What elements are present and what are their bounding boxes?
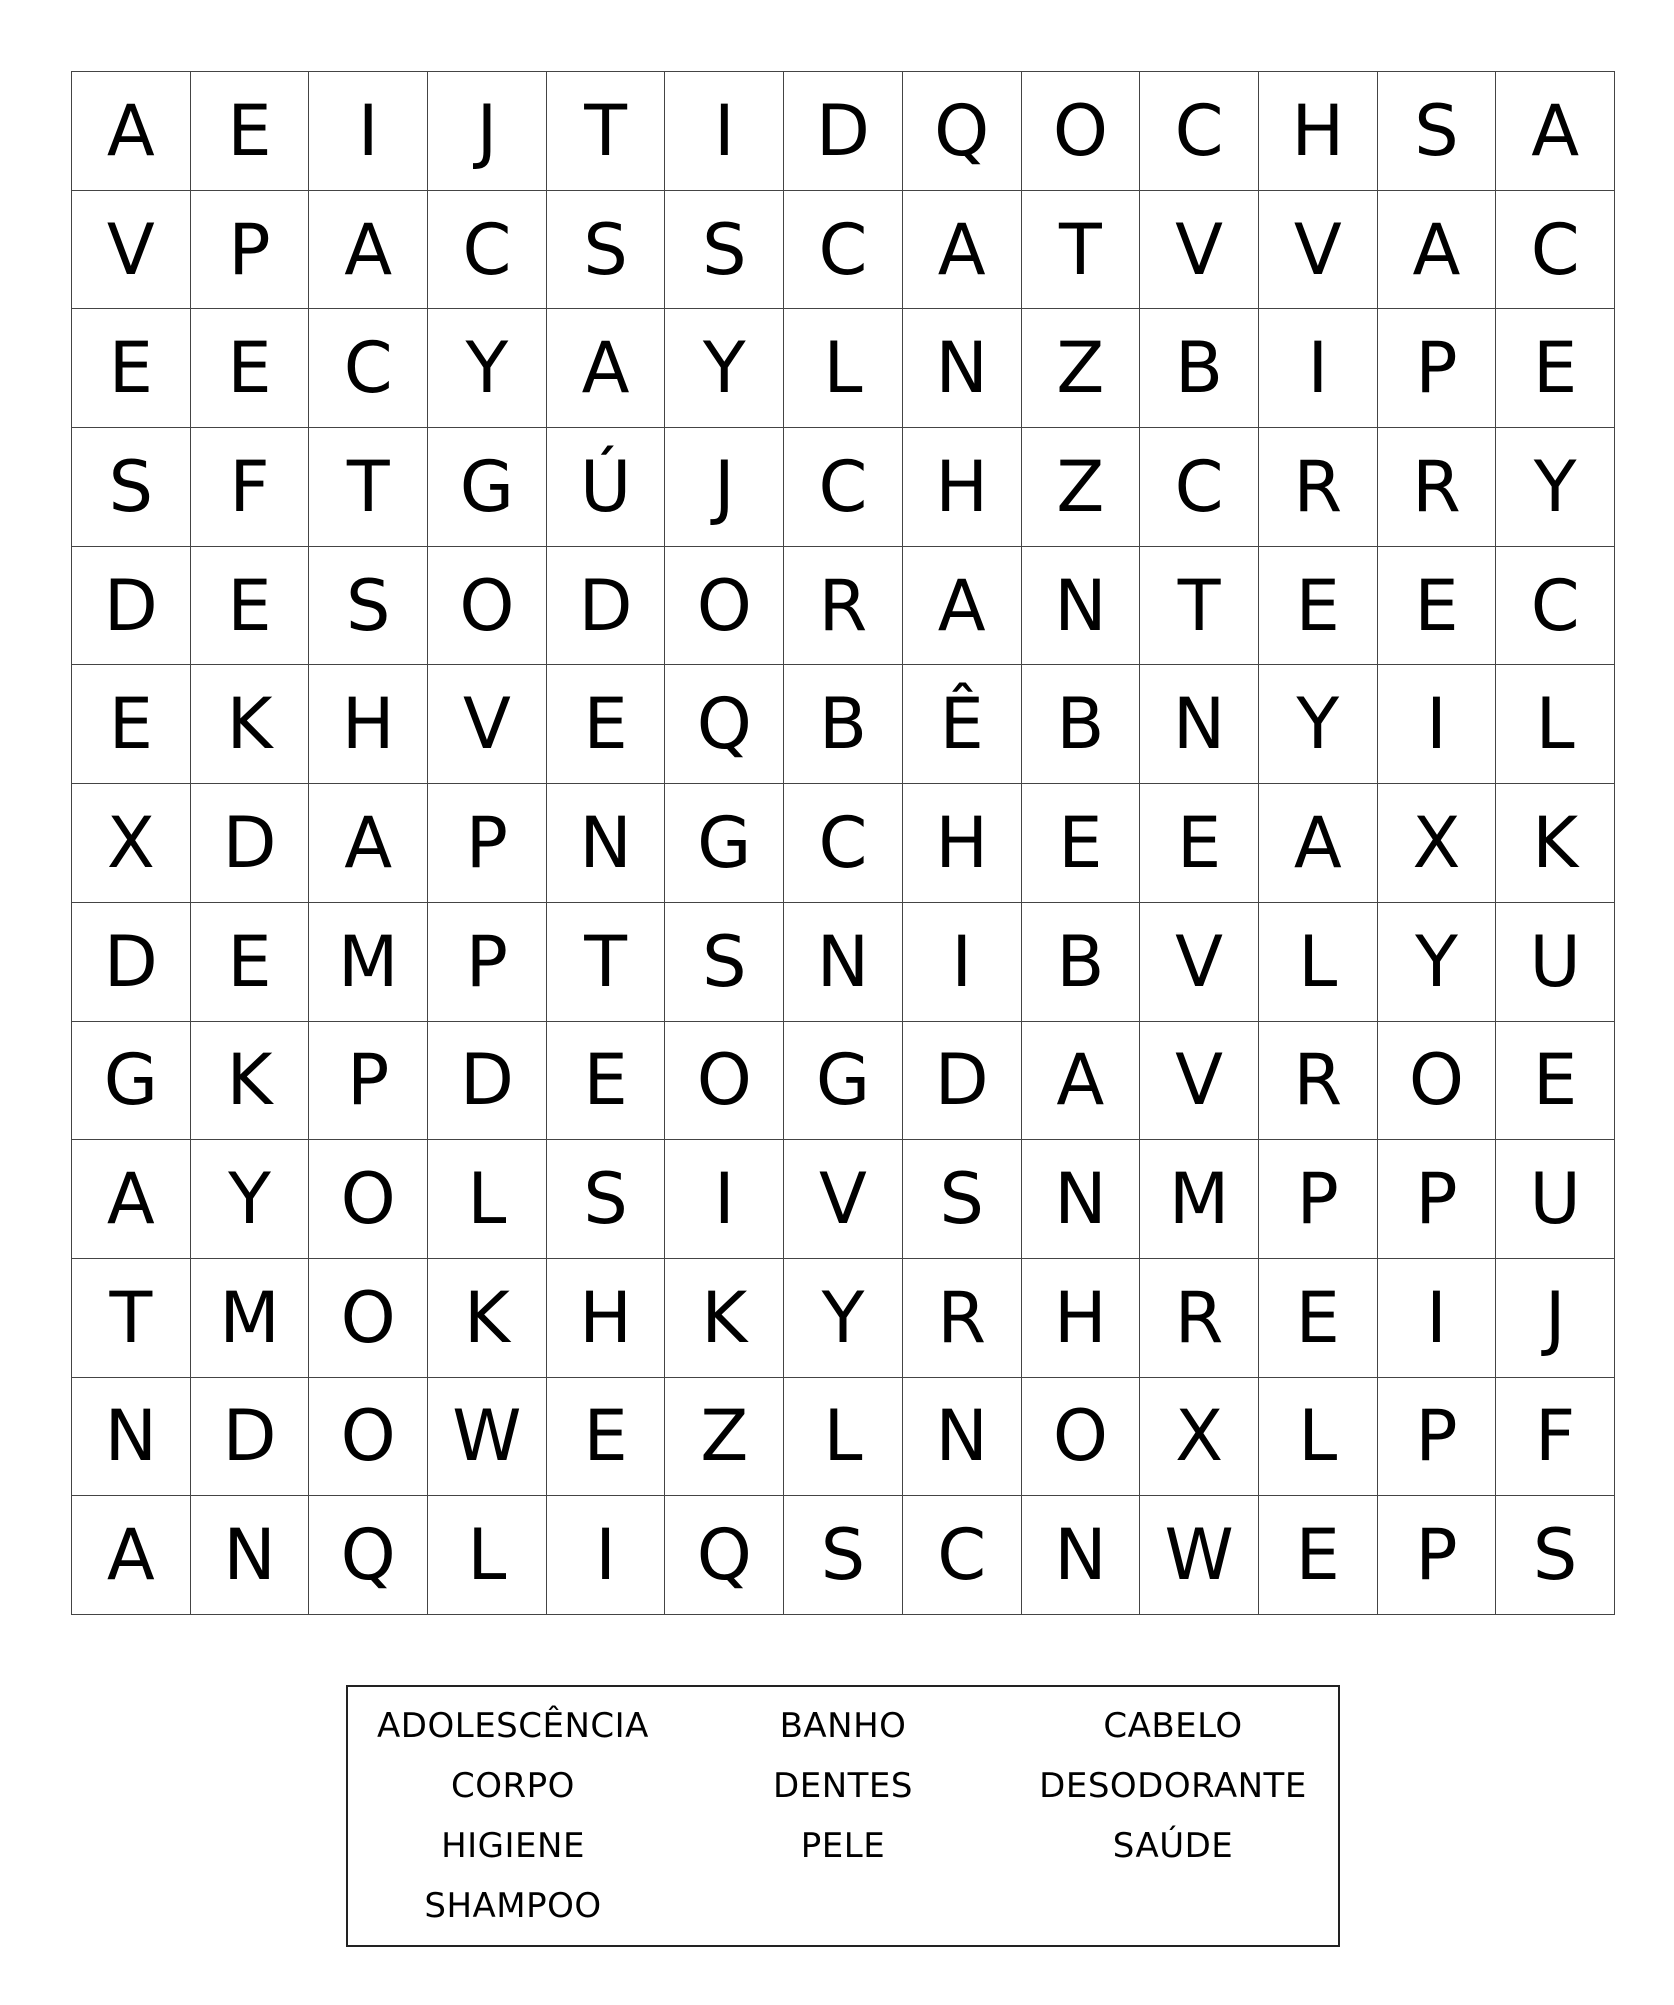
word-list-item: CABELO: [1103, 1706, 1243, 1746]
grid-cell[interactable]: D: [784, 72, 903, 191]
grid-cell[interactable]: E: [72, 665, 191, 784]
grid-cell[interactable]: E: [191, 547, 310, 666]
grid-cell[interactable]: C: [784, 191, 903, 310]
grid-cell[interactable]: V: [784, 1140, 903, 1259]
grid-cell[interactable]: R: [1259, 428, 1378, 547]
grid-cell[interactable]: E: [191, 309, 310, 428]
grid-cell[interactable]: Q: [665, 665, 784, 784]
grid-cell[interactable]: A: [1496, 72, 1615, 191]
grid-cell[interactable]: A: [309, 191, 428, 310]
grid-cell[interactable]: P: [1259, 1140, 1378, 1259]
grid-cell[interactable]: C: [903, 1496, 1022, 1615]
grid-cell[interactable]: I: [665, 1140, 784, 1259]
grid-cell[interactable]: R: [903, 1259, 1022, 1378]
grid-cell[interactable]: V: [72, 191, 191, 310]
grid-cell[interactable]: A: [72, 1496, 191, 1615]
grid-cell[interactable]: X: [72, 784, 191, 903]
grid-cell[interactable]: Q: [665, 1496, 784, 1615]
grid-cell[interactable]: I: [309, 72, 428, 191]
grid-cell[interactable]: N: [903, 1378, 1022, 1497]
grid-cell[interactable]: E: [1022, 784, 1141, 903]
grid-cell[interactable]: A: [72, 1140, 191, 1259]
grid-cell[interactable]: K: [665, 1259, 784, 1378]
grid-cell[interactable]: D: [72, 903, 191, 1022]
grid-cell[interactable]: T: [547, 72, 666, 191]
grid-cell[interactable]: E: [1259, 547, 1378, 666]
grid-cell[interactable]: Y: [1496, 428, 1615, 547]
grid-cell[interactable]: N: [903, 309, 1022, 428]
grid-cell[interactable]: R: [784, 547, 903, 666]
grid-cell[interactable]: H: [1259, 72, 1378, 191]
grid-cell[interactable]: I: [547, 1496, 666, 1615]
grid-cell[interactable]: P: [1378, 1378, 1497, 1497]
grid-cell[interactable]: C: [784, 428, 903, 547]
grid-cell[interactable]: N: [1022, 1140, 1141, 1259]
grid-cell[interactable]: L: [1259, 903, 1378, 1022]
grid-cell[interactable]: N: [784, 903, 903, 1022]
grid-cell[interactable]: P: [1378, 1140, 1497, 1259]
grid-cell[interactable]: J: [665, 428, 784, 547]
grid-cell[interactable]: H: [903, 784, 1022, 903]
grid-cell[interactable]: E: [547, 665, 666, 784]
grid-cell[interactable]: D: [191, 784, 310, 903]
grid-cell[interactable]: Z: [1022, 309, 1141, 428]
grid-cell[interactable]: G: [665, 784, 784, 903]
grid-cell[interactable]: A: [903, 547, 1022, 666]
grid-cell[interactable]: K: [191, 1022, 310, 1141]
grid-cell[interactable]: W: [428, 1378, 547, 1497]
grid-cell[interactable]: L: [784, 1378, 903, 1497]
grid-cell[interactable]: A: [1378, 191, 1497, 310]
grid-cell[interactable]: A: [72, 72, 191, 191]
grid-cell[interactable]: S: [903, 1140, 1022, 1259]
grid-cell[interactable]: R: [1259, 1022, 1378, 1141]
grid-cell[interactable]: E: [191, 72, 310, 191]
grid-cell[interactable]: O: [1378, 1022, 1497, 1141]
grid-cell[interactable]: D: [903, 1022, 1022, 1141]
grid-cell[interactable]: S: [547, 191, 666, 310]
grid-cell[interactable]: E: [1140, 784, 1259, 903]
grid-cell[interactable]: S: [665, 903, 784, 1022]
grid-cell[interactable]: O: [1022, 1378, 1141, 1497]
grid-cell[interactable]: Q: [903, 72, 1022, 191]
grid-cell[interactable]: S: [72, 428, 191, 547]
grid-cell[interactable]: B: [1140, 309, 1259, 428]
grid-cell[interactable]: S: [784, 1496, 903, 1615]
grid-cell[interactable]: D: [428, 1022, 547, 1141]
grid-cell[interactable]: O: [665, 1022, 784, 1141]
grid-cell[interactable]: Y: [428, 309, 547, 428]
grid-cell[interactable]: P: [1378, 1496, 1497, 1615]
grid-cell[interactable]: G: [784, 1022, 903, 1141]
word-list-item: DESODORANTE: [1039, 1766, 1307, 1806]
word-list-item: PELE: [800, 1826, 886, 1866]
word-list: [346, 1685, 1340, 1947]
grid-cell[interactable]: O: [428, 547, 547, 666]
grid-cell[interactable]: Ê: [903, 665, 1022, 784]
word-list-item: SAÚDE: [1112, 1826, 1234, 1866]
grid-cell[interactable]: I: [1378, 1259, 1497, 1378]
grid-cell[interactable]: V: [1140, 903, 1259, 1022]
grid-cell[interactable]: Y: [665, 309, 784, 428]
grid-cell[interactable]: C: [428, 191, 547, 310]
grid-cell[interactable]: H: [309, 665, 428, 784]
grid-cell[interactable]: B: [1022, 665, 1141, 784]
grid-cell[interactable]: Y: [1378, 903, 1497, 1022]
grid-cell[interactable]: Z: [665, 1378, 784, 1497]
grid-cell[interactable]: I: [1259, 309, 1378, 428]
grid-cell[interactable]: I: [903, 903, 1022, 1022]
letter-grid: [71, 71, 1615, 1615]
grid-cell[interactable]: N: [1140, 665, 1259, 784]
grid-cell[interactable]: T: [547, 903, 666, 1022]
grid-cell[interactable]: A: [547, 309, 666, 428]
grid-cell[interactable]: U: [1496, 1140, 1615, 1259]
word-list-item: DENTES: [773, 1766, 913, 1806]
grid-cell[interactable]: V: [1259, 191, 1378, 310]
grid-cell[interactable]: Ú: [547, 428, 666, 547]
grid-cell[interactable]: X: [1378, 784, 1497, 903]
grid-cell[interactable]: O: [309, 1259, 428, 1378]
grid-cell[interactable]: E: [1496, 1022, 1615, 1141]
grid-cell[interactable]: S: [547, 1140, 666, 1259]
grid-cell[interactable]: W: [1140, 1496, 1259, 1615]
grid-cell[interactable]: P: [1378, 309, 1497, 428]
grid-cell[interactable]: G: [72, 1022, 191, 1141]
grid-cell[interactable]: K: [191, 665, 310, 784]
grid-cell[interactable]: S: [1378, 72, 1497, 191]
grid-cell[interactable]: H: [903, 428, 1022, 547]
grid-cell[interactable]: J: [428, 72, 547, 191]
grid-cell[interactable]: P: [428, 903, 547, 1022]
grid-cell[interactable]: C: [784, 784, 903, 903]
grid-cell[interactable]: A: [1259, 784, 1378, 903]
grid-cell[interactable]: E: [191, 903, 310, 1022]
grid-cell[interactable]: E: [72, 309, 191, 428]
grid-cell[interactable]: S: [665, 191, 784, 310]
grid-cell[interactable]: T: [72, 1259, 191, 1378]
grid-cell[interactable]: Y: [1259, 665, 1378, 784]
grid-cell[interactable]: P: [309, 1022, 428, 1141]
grid-cell[interactable]: O: [1022, 72, 1141, 191]
grid-cell[interactable]: E: [1259, 1259, 1378, 1378]
word-list-item: HIGIENE: [441, 1826, 585, 1866]
grid-cell[interactable]: I: [665, 72, 784, 191]
grid-cell[interactable]: Y: [191, 1140, 310, 1259]
grid-cell[interactable]: C: [1140, 72, 1259, 191]
grid-cell[interactable]: E: [1259, 1496, 1378, 1615]
grid-cell[interactable]: S: [1496, 1496, 1615, 1615]
grid-cell[interactable]: N: [547, 784, 666, 903]
grid-cell[interactable]: M: [1140, 1140, 1259, 1259]
grid-cell[interactable]: R: [1378, 428, 1497, 547]
grid-cell[interactable]: T: [1022, 191, 1141, 310]
grid-cell[interactable]: V: [1140, 191, 1259, 310]
grid-cell[interactable]: E: [1378, 547, 1497, 666]
grid-cell[interactable]: L: [1496, 665, 1615, 784]
grid-cell[interactable]: C: [1140, 428, 1259, 547]
grid-cell[interactable]: Q: [309, 1496, 428, 1615]
grid-cell[interactable]: H: [1022, 1259, 1141, 1378]
grid-cell[interactable]: D: [191, 1378, 310, 1497]
grid-cell[interactable]: M: [191, 1259, 310, 1378]
grid-cell[interactable]: C: [1496, 547, 1615, 666]
grid-cell[interactable]: V: [428, 665, 547, 784]
grid-cell[interactable]: H: [547, 1259, 666, 1378]
word-list-item: SHAMPOO: [424, 1886, 602, 1926]
grid-cell[interactable]: S: [309, 547, 428, 666]
grid-cell[interactable]: C: [1496, 191, 1615, 310]
grid-cell[interactable]: D: [547, 547, 666, 666]
grid-cell[interactable]: R: [1140, 1259, 1259, 1378]
grid-cell[interactable]: E: [1496, 309, 1615, 428]
grid-cell[interactable]: B: [1022, 903, 1141, 1022]
grid-cell[interactable]: O: [309, 1378, 428, 1497]
grid-cell[interactable]: B: [784, 665, 903, 784]
grid-cell[interactable]: E: [547, 1378, 666, 1497]
grid-cell[interactable]: A: [309, 784, 428, 903]
grid-cell[interactable]: L: [428, 1140, 547, 1259]
grid-cell[interactable]: K: [1496, 784, 1615, 903]
word-list-item: ADOLESCÊNCIA: [377, 1706, 649, 1746]
grid-cell[interactable]: N: [1022, 547, 1141, 666]
grid-cell[interactable]: T: [309, 428, 428, 547]
grid-cell[interactable]: Y: [784, 1259, 903, 1378]
grid-cell[interactable]: E: [547, 1022, 666, 1141]
grid-cell[interactable]: V: [1140, 1022, 1259, 1141]
grid-cell[interactable]: F: [1496, 1378, 1615, 1497]
grid-cell[interactable]: N: [1022, 1496, 1141, 1615]
word-list-item: BANHO: [779, 1706, 907, 1746]
grid-cell[interactable]: L: [1259, 1378, 1378, 1497]
grid-cell[interactable]: U: [1496, 903, 1615, 1022]
grid-cell[interactable]: G: [428, 428, 547, 547]
grid-cell[interactable]: L: [784, 309, 903, 428]
grid-cell[interactable]: J: [1496, 1259, 1615, 1378]
word-list-item: CORPO: [451, 1766, 575, 1806]
grid-cell[interactable]: D: [72, 547, 191, 666]
grid-cell[interactable]: A: [903, 191, 1022, 310]
grid-cell[interactable]: C: [309, 309, 428, 428]
grid-cell[interactable]: K: [428, 1259, 547, 1378]
grid-cell[interactable]: T: [1140, 547, 1259, 666]
grid-cell[interactable]: L: [428, 1496, 547, 1615]
grid-cell[interactable]: A: [1022, 1022, 1141, 1141]
grid-cell[interactable]: O: [665, 547, 784, 666]
grid-cell[interactable]: I: [1378, 665, 1497, 784]
grid-cell[interactable]: X: [1140, 1378, 1259, 1497]
grid-cell[interactable]: F: [191, 428, 310, 547]
grid-cell[interactable]: N: [72, 1378, 191, 1497]
grid-cell[interactable]: P: [428, 784, 547, 903]
grid-cell[interactable]: M: [309, 903, 428, 1022]
grid-cell[interactable]: N: [191, 1496, 310, 1615]
grid-cell[interactable]: Z: [1022, 428, 1141, 547]
grid-cell[interactable]: O: [309, 1140, 428, 1259]
grid-cell[interactable]: P: [191, 191, 310, 310]
